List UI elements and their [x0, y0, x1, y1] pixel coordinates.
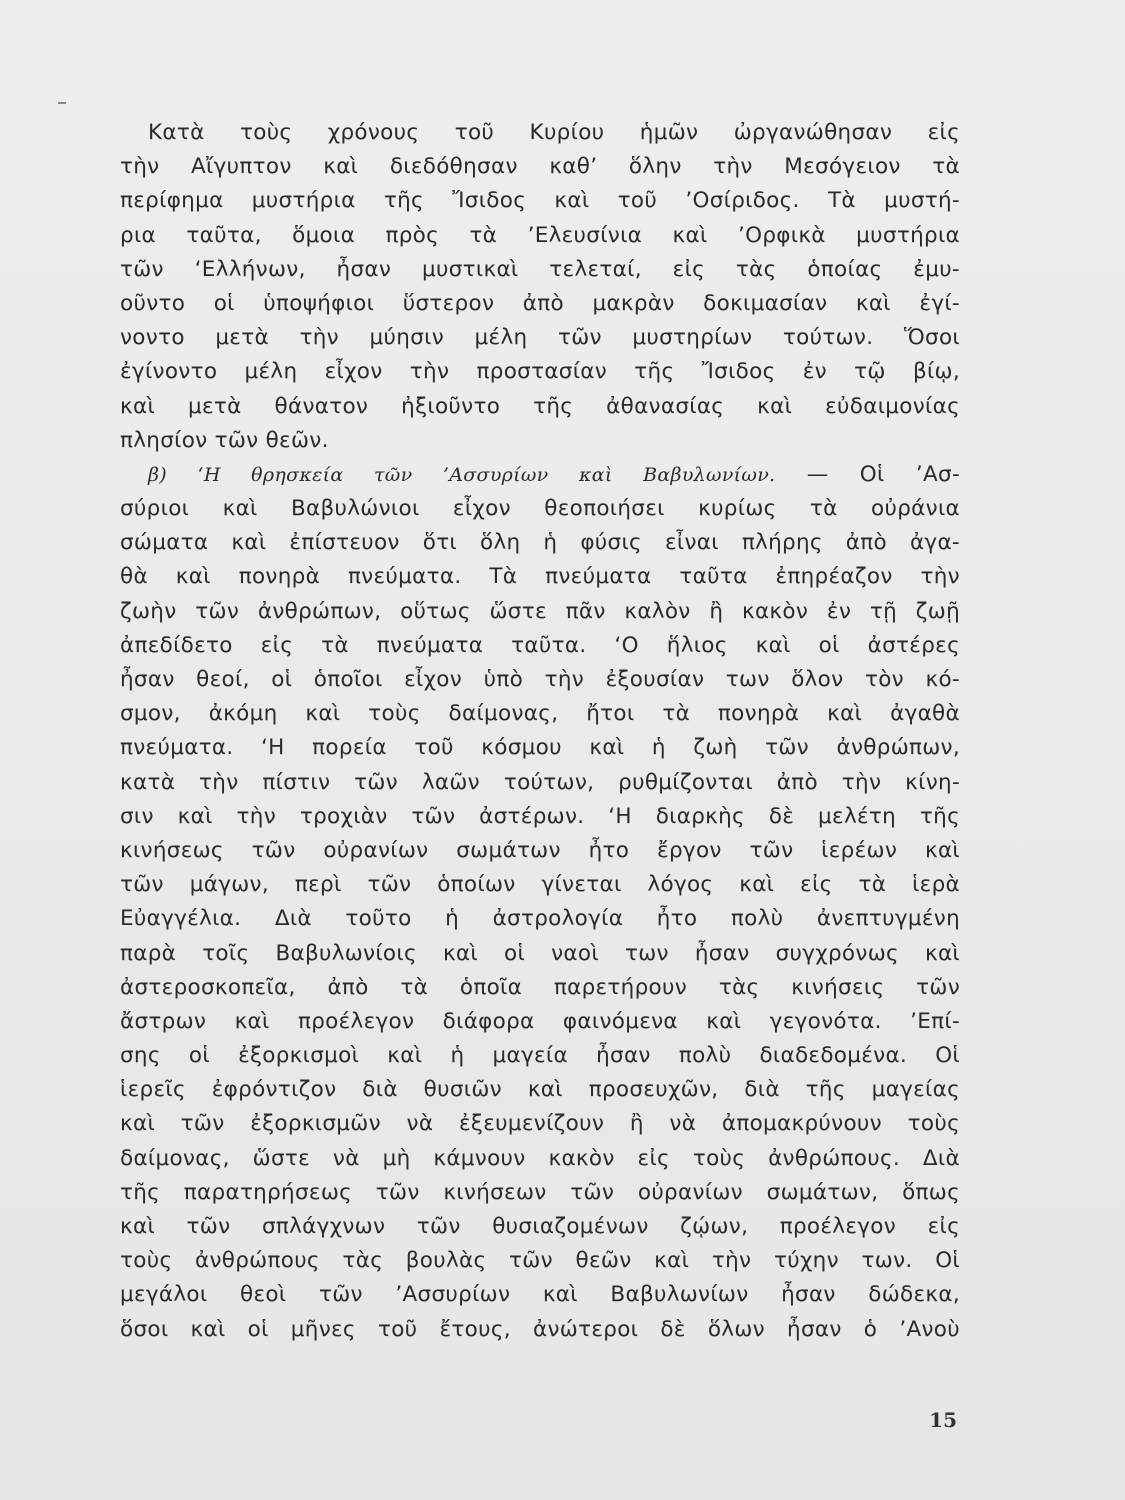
text-line: ρια ταῦτα, ὅμοια πρὸς τὰ ’Ελευσίνια καὶ ’Ορφικὰ μυστήρια: [120, 222, 960, 248]
text-line: ἀστεροσκοπεῖα, ἀπὸ τὰ ὁποῖα παρετήρουν τὰς κινήσεις τῶν: [120, 974, 960, 1000]
text-line: παρὰ τοῖς Βαβυλωνίοις καὶ οἱ ναοὶ των ἦσαν συγχρόνως καὶ: [120, 940, 960, 966]
text-line: νοντο μετὰ τὴν μύησιν μέλη τῶν μυστηρίων τούτων. Ὅσοι: [120, 325, 960, 351]
text-line: ἦσαν θεοί, οἱ ὁποῖοι εἶχον ὑπὸ τὴν ἐξουσίαν των ὅλον τὸν κό-: [120, 667, 960, 692]
text-line: πλησίον τῶν θεῶν.: [120, 427, 329, 453]
section-heading: β) ‘Η θρησκεία τῶν ’Ασσυρίων καὶ Βαβυλωνίων.: [148, 463, 776, 486]
text-line: Κατὰ τοὺς χρόνους τοῦ Κυρίου ἡμῶν ὠργανώθησαν εἰς: [148, 120, 960, 145]
text-line: ἀπεδίδετο εἰς τὰ πνεύματα ταῦτα. ‘Ο ἥλιος καὶ οἱ ἀστέρες: [120, 632, 960, 658]
text-line: σμον, ἀκόμη καὶ τοὺς δαίμονας, ἤτοι τὰ πονηρὰ καὶ ἀγαθὰ: [120, 701, 960, 727]
page-number: 15: [929, 1408, 957, 1432]
text-line: κινήσεως τῶν οὐρανίων σωμάτων ἦτο ἔργον τῶν ἱερέων καὶ: [120, 837, 960, 863]
text-line: πνεύματα. ‘Η πορεία τοῦ κόσμου καὶ ἡ ζωὴ τῶν ἀνθρώπων,: [120, 735, 960, 761]
body-text: [120, 116, 960, 1347]
text-line: ἱερεῖς ἐφρόντιζον διὰ θυσιῶν καὶ προσευχῶν, διὰ τῆς μαγείας: [120, 1077, 960, 1103]
text-line: καὶ μετὰ θάνατον ἠξιοῦντο τῆς ἀθανασίας καὶ εὐδαιμονίας: [120, 393, 960, 419]
text-line: σύριοι καὶ Βαβυλώνιοι εἶχον θεοποιήσει κυρίως τὰ οὐράνια: [120, 496, 960, 522]
text-line: σώματα καὶ ἐπίστευον ὅτι ὅλη ἡ φύσις εἶναι πλήρης ἀπὸ ἀγα-: [120, 530, 960, 556]
text-line: ἄστρων καὶ προέλεγον διάφορα φαινόμενα καὶ γεγονότα. ’Επί-: [120, 1008, 960, 1034]
text-line: τῶν ‘Ελλήνων, ἦσαν μυστικαὶ τελεταί, εἰς τὰς ὁποίας ἐμυ-: [120, 256, 960, 282]
margin-mark: [58, 102, 66, 104]
text-line: τὴν Αἴγυπτον καὶ διεδόθησαν καθ’ ὅλην τὴν Μεσόγειον τὰ: [120, 154, 960, 180]
section-heading-continuation: — Οἱ ’Ασ-: [806, 461, 960, 487]
text-line: κατὰ τὴν πίστιν τῶν λαῶν τούτων, ρυθμίζονται ἀπὸ τὴν κίνη-: [120, 769, 960, 795]
text-line: οῦντο οἱ ὑποψήφιοι ὕστερον ἀπὸ μακρὰν δοκιμασίαν καὶ ἐγί-: [120, 290, 960, 316]
text-line: τῆς παρατηρήσεως τῶν κινήσεων τῶν οὐρανίων σωμάτων, ὅπως: [120, 1179, 960, 1205]
text-line: ὅσοι καὶ οἱ μῆνες τοῦ ἔτους, ἀνώτεροι δὲ ὅλων ἦσαν ὁ ’Ανοὺ: [120, 1316, 960, 1342]
text-line: περίφημα μυστήρια τῆς Ἴσιδος καὶ τοῦ ’Οσίριδος. Τὰ μυστή-: [120, 188, 960, 214]
text-line: σης οἱ ἐξορκισμοὶ καὶ ἡ μαγεία ἦσαν πολὺ διαδεδομένα. Οἱ: [120, 1043, 960, 1069]
text-line: δαίμονας, ὥστε νὰ μὴ κάμνουν κακὸν εἰς τοὺς ἀνθρώπους. Διὰ: [120, 1145, 960, 1171]
section-heading-line: [120, 458, 960, 492]
text-line: τῶν μάγων, περὶ τῶν ὁποίων γίνεται λόγος καὶ εἰς τὰ ἱερὰ: [120, 872, 960, 898]
text-line: σιν καὶ τὴν τροχιὰν τῶν ἀστέρων. ‘Η διαρκὴς δὲ μελέτη τῆς: [120, 803, 960, 829]
text-line: μεγάλοι θεοὶ τῶν ’Ασσυρίων καὶ Βαβυλωνίων ἦσαν δώδεκα,: [120, 1282, 960, 1308]
text-line: ζωὴν τῶν ἀνθρώπων, οὕτως ὥστε πᾶν καλὸν ἢ κακὸν ἐν τῇ ζωῇ: [120, 598, 960, 624]
text-line: καὶ τῶν ἐξορκισμῶν νὰ ἐξευμενίζουν ἢ νὰ ἀπομακρύνουν τοὺς: [120, 1111, 960, 1137]
text-line: καὶ τῶν σπλάγχνων τῶν θυσιαζομένων ζῴων, προέλεγον εἰς: [120, 1214, 960, 1239]
text-line: τοὺς ἀνθρώπους τὰς βουλὰς τῶν θεῶν καὶ τὴν τύχην των. Οἱ: [120, 1248, 960, 1274]
text-line: Εὐαγγέλια. Διὰ τοῦτο ἡ ἀστρολογία ἦτο πολὺ ἀνεπτυγμένη: [120, 906, 960, 932]
text-line: θὰ καὶ πονηρὰ πνεύματα. Τὰ πνεύματα ταῦτα ἐπηρέαζον τὴν: [120, 564, 960, 590]
text-line: ἐγίνοντο μέλη εἶχον τὴν προστασίαν τῆς Ἴσιδος ἐν τῷ βίῳ,: [120, 359, 960, 385]
